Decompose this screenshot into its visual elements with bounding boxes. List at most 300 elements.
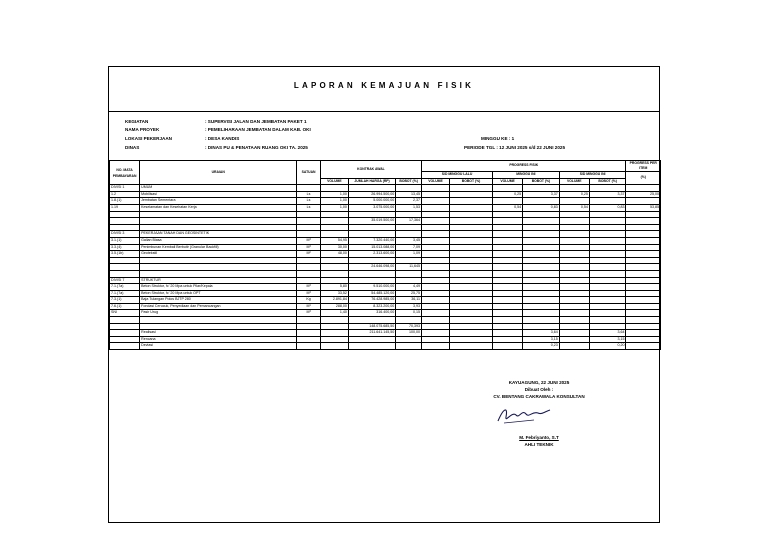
table-cell-no bbox=[110, 264, 140, 271]
table-cell-bobot bbox=[396, 317, 422, 324]
table-cell-no: DIVISI 3 bbox=[110, 231, 140, 238]
header-volume: VOLUME bbox=[422, 178, 450, 185]
table-cell-harga bbox=[348, 317, 395, 324]
table-cell-uraian: Galian Biasa bbox=[140, 237, 297, 244]
table-cell-b-lalu bbox=[449, 284, 492, 291]
table-cell-b-sd bbox=[589, 211, 626, 218]
table-cell-v-ini bbox=[493, 264, 523, 271]
table-cell-v-sd bbox=[559, 264, 589, 271]
info-label: NAMA PROYEK bbox=[125, 127, 160, 132]
table-cell-uraian bbox=[140, 323, 297, 330]
table-cell-harga: 3.075.000,00 bbox=[348, 204, 395, 211]
header-bobot: BOBOT (%) bbox=[449, 178, 492, 185]
header-jumlah-harga: JUMLAH HARGA (RP) bbox=[348, 178, 395, 185]
table-cell-b-ini bbox=[523, 218, 560, 225]
info-value: : SUPERVISI JALAN DAN JEMBATAN PAKET 1 bbox=[205, 119, 307, 124]
table-cell-v-lalu bbox=[422, 231, 450, 238]
table-cell-v-sd bbox=[559, 303, 589, 310]
table-cell-no bbox=[110, 336, 140, 343]
table-cell-no bbox=[110, 270, 140, 277]
table-cell-b-ini bbox=[523, 211, 560, 218]
table-cell-v-ini bbox=[493, 330, 523, 337]
table-cell-v-sd bbox=[559, 336, 589, 343]
table-cell-v-sd bbox=[559, 317, 589, 324]
table-cell-sat bbox=[297, 218, 321, 225]
table-cell-b-sd: 3,37 bbox=[589, 191, 626, 198]
table-row bbox=[110, 211, 661, 218]
table-cell-v-sd bbox=[559, 270, 589, 277]
info-label: LOKASI PEKERJAAN bbox=[125, 136, 172, 141]
report-title: LAPORAN KEMAJUAN FISIK bbox=[293, 81, 475, 90]
table-cell-sat: M³ bbox=[297, 310, 321, 317]
table-cell-vol bbox=[320, 257, 348, 264]
table-cell-bobot: 2,37 bbox=[396, 198, 422, 205]
table-cell-b-sd bbox=[589, 257, 626, 264]
header-volume: VOLUME bbox=[493, 178, 523, 185]
header-sd-ini: S/D MINGGU INI bbox=[559, 172, 626, 179]
table-cell-vol: 1,00 bbox=[320, 204, 348, 211]
info-value: : DESA KANDIS bbox=[205, 136, 240, 141]
header-kontrak: KONTRAK AWAL bbox=[320, 161, 421, 179]
table-cell-harga: 148.075.685,50 bbox=[348, 323, 395, 330]
table-cell-pp bbox=[626, 290, 661, 297]
table-cell-harga bbox=[348, 231, 395, 238]
table-cell-uraian: Beton Struktur, fc' 20 Mpa untuk OPT bbox=[140, 290, 297, 297]
table-cell-harga: 8.323.200,00 bbox=[348, 303, 395, 310]
table-cell-bobot: 4,49 bbox=[396, 284, 422, 291]
table-cell-pp bbox=[626, 231, 661, 238]
table-cell-uraian: Keselamatan dan Kesehatan Kerja bbox=[140, 204, 297, 211]
table-cell-vol bbox=[320, 330, 348, 337]
table-cell-b-ini bbox=[523, 310, 560, 317]
sign-position: AHLI TEKNIK bbox=[524, 442, 554, 447]
table-cell-bobot bbox=[396, 211, 422, 218]
table-row bbox=[110, 191, 661, 198]
table-cell-b-sd bbox=[589, 284, 626, 291]
table-cell-sat bbox=[297, 343, 321, 350]
table-cell-v-lalu bbox=[422, 244, 450, 251]
table-cell-b-ini bbox=[523, 317, 560, 324]
table-cell-bobot bbox=[396, 336, 422, 343]
table-cell-pp bbox=[626, 297, 661, 304]
table-cell-b-sd bbox=[589, 231, 626, 238]
table-cell-sat bbox=[297, 277, 321, 284]
table-cell-pp bbox=[626, 257, 661, 264]
table-row bbox=[110, 330, 661, 337]
table-cell-b-ini bbox=[523, 257, 560, 264]
table-cell-vol: 33,52 bbox=[320, 290, 348, 297]
table-cell-b-ini: 0,23 bbox=[523, 343, 560, 350]
table-cell-v-lalu bbox=[422, 224, 450, 231]
table-cell-v-sd bbox=[559, 310, 589, 317]
periode-tgl: PERIODE TGL : 12 JUNI 2025 s/d 22 JUNI 2025 bbox=[464, 145, 566, 150]
table-cell-v-ini bbox=[493, 218, 523, 225]
table-cell-sat bbox=[297, 211, 321, 218]
table-cell-vol: 48,00 bbox=[320, 251, 348, 258]
table-cell-b-sd bbox=[589, 270, 626, 277]
table-row bbox=[110, 251, 661, 258]
table-cell-b-lalu bbox=[449, 231, 492, 238]
table-cell-harga bbox=[348, 257, 395, 264]
table-cell-harga: 26.994.500,00 bbox=[348, 191, 395, 198]
header-uraian: URAIAN bbox=[140, 161, 297, 185]
table-cell-v-ini bbox=[493, 270, 523, 277]
table-cell-bobot: 1,09 bbox=[396, 251, 422, 258]
table-cell-vol: 54,95 bbox=[320, 237, 348, 244]
table-cell-v-lalu bbox=[422, 264, 450, 271]
table-cell-vol: 1,00 bbox=[320, 191, 348, 198]
table-cell-pp bbox=[626, 251, 661, 258]
table-cell-b-ini bbox=[523, 237, 560, 244]
table-cell-uraian bbox=[140, 270, 297, 277]
table-cell-pp bbox=[626, 317, 661, 324]
table-cell-v-lalu bbox=[422, 277, 450, 284]
table-cell-uraian: Geotekstil bbox=[140, 251, 297, 258]
table-cell-v-sd bbox=[559, 284, 589, 291]
table-cell-harga bbox=[348, 270, 395, 277]
table-cell-no bbox=[110, 323, 140, 330]
table-cell-pp bbox=[626, 198, 661, 205]
table-cell-v-sd bbox=[559, 251, 589, 258]
header-progress-fisik: PROGRESS FISIK bbox=[422, 161, 626, 172]
table-cell-vol bbox=[320, 218, 348, 225]
table-cell-bobot: 7,09 bbox=[396, 244, 422, 251]
table-cell-bobot: 70,393 bbox=[396, 323, 422, 330]
table-cell-v-lalu bbox=[422, 317, 450, 324]
table-row bbox=[110, 277, 661, 284]
table-row bbox=[110, 218, 661, 225]
table-cell-v-ini bbox=[493, 185, 523, 192]
table-cell-bobot: 1,53 bbox=[396, 204, 422, 211]
table-cell-uraian bbox=[140, 257, 297, 264]
table-cell-b-ini bbox=[523, 231, 560, 238]
table-cell-v-lalu bbox=[422, 330, 450, 337]
table-cell-uraian bbox=[140, 211, 297, 218]
table-row bbox=[110, 204, 661, 211]
table-cell-vol: 288,00 bbox=[320, 303, 348, 310]
table-row bbox=[110, 198, 661, 205]
table-cell-sat: Kg bbox=[297, 297, 321, 304]
table-cell-b-sd: 3,64 bbox=[589, 330, 626, 337]
table-cell-bobot: 25,75 bbox=[396, 290, 422, 297]
table-cell-b-lalu bbox=[449, 218, 492, 225]
table-cell-v-sd bbox=[559, 224, 589, 231]
table-row bbox=[110, 284, 661, 291]
table-cell-b-ini bbox=[523, 264, 560, 271]
table-cell-no: 7.1.(7a) bbox=[110, 284, 140, 291]
table-cell-bobot bbox=[396, 185, 422, 192]
table-cell-pp bbox=[626, 284, 661, 291]
table-cell-no bbox=[110, 211, 140, 218]
table-cell-v-lalu bbox=[422, 310, 450, 317]
table-cell-sat: M³ bbox=[297, 244, 321, 251]
table-cell-harga bbox=[348, 336, 395, 343]
table-cell-vol bbox=[320, 231, 348, 238]
header-volume: VOLUME bbox=[320, 178, 348, 185]
table-cell-no: 1.19 bbox=[110, 204, 140, 211]
table-cell-no: 3.1.(1) bbox=[110, 237, 140, 244]
table-cell-no: 3.5.(1b) bbox=[110, 251, 140, 258]
table-cell-b-lalu bbox=[449, 270, 492, 277]
table-cell-uraian: Beton Struktur, fc' 20 Mpa untuk Pilar/Kepala bbox=[140, 284, 297, 291]
table-row bbox=[110, 264, 661, 271]
table-cell-bobot: 3,45 bbox=[396, 237, 422, 244]
table-cell-b-lalu bbox=[449, 317, 492, 324]
table-cell-v-ini bbox=[493, 211, 523, 218]
table-cell-v-lalu bbox=[422, 297, 450, 304]
table-cell-uraian: UMUM bbox=[140, 185, 297, 192]
table-cell-no bbox=[110, 224, 140, 231]
table-cell-harga: 76.428.985,00 bbox=[348, 297, 395, 304]
table-cell-bobot: 17,364 bbox=[396, 218, 422, 225]
table-cell-sat bbox=[297, 317, 321, 324]
table-cell-no: 1.8.(1) bbox=[110, 198, 140, 205]
table-cell-pp bbox=[626, 303, 661, 310]
table-cell-bobot bbox=[396, 343, 422, 350]
table-cell-v-sd bbox=[559, 237, 589, 244]
table-cell-pp bbox=[626, 224, 661, 231]
table-cell-b-lalu bbox=[449, 323, 492, 330]
table-cell-b-sd: 3,15 bbox=[589, 336, 626, 343]
sign-place-date: KAYUAGUNG, 22 JUNI 2025 bbox=[508, 380, 570, 385]
info-label: DINAS bbox=[125, 145, 140, 150]
table-row bbox=[110, 185, 661, 192]
table-cell-bobot: 36,11 bbox=[396, 297, 422, 304]
table-cell-sat: Ls bbox=[297, 198, 321, 205]
table-cell-v-ini bbox=[493, 244, 523, 251]
table-row bbox=[110, 323, 661, 330]
table-cell-b-ini bbox=[523, 224, 560, 231]
table-cell-v-sd bbox=[559, 323, 589, 330]
table-cell-v-ini bbox=[493, 317, 523, 324]
table-cell-v-sd bbox=[559, 185, 589, 192]
table-cell-v-ini bbox=[493, 323, 523, 330]
table-cell-v-lalu bbox=[422, 284, 450, 291]
table-cell-vol: 5,80 bbox=[320, 284, 348, 291]
table-cell-harga: 15.013.088,00 bbox=[348, 244, 395, 251]
table-cell-v-ini bbox=[493, 251, 523, 258]
table-cell-harga: 24.646.098,00 bbox=[348, 264, 395, 271]
table-cell-harga: 211.641.145,50 bbox=[348, 330, 395, 337]
table-cell-b-sd bbox=[589, 218, 626, 225]
table-cell-uraian: Fondasi Cerucuk, Penyediaan dan Pemancangan bbox=[140, 303, 297, 310]
table-cell-harga: 2.313.600,00 bbox=[348, 251, 395, 258]
table-cell-no: DIVISI 1 bbox=[110, 185, 140, 192]
table-cell-b-sd bbox=[589, 303, 626, 310]
table-cell-pp bbox=[626, 336, 661, 343]
table-cell-b-ini bbox=[523, 251, 560, 258]
table-cell-b-lalu bbox=[449, 297, 492, 304]
table-cell-b-sd bbox=[589, 185, 626, 192]
table-cell-v-lalu bbox=[422, 270, 450, 277]
table-cell-b-sd bbox=[589, 277, 626, 284]
table-cell-vol bbox=[320, 211, 348, 218]
table-cell-uraian: Penimbunan Kembali Berbutir (Granular Backfill) bbox=[140, 244, 297, 251]
table-cell-b-lalu bbox=[449, 303, 492, 310]
table-cell-b-lalu bbox=[449, 257, 492, 264]
table-cell-pp bbox=[626, 244, 661, 251]
table-cell-b-ini bbox=[523, 270, 560, 277]
table-cell-b-sd bbox=[589, 290, 626, 297]
table-cell-no bbox=[110, 330, 140, 337]
table-cell-harga: 5.000.000,00 bbox=[348, 198, 395, 205]
table-cell-b-lalu bbox=[449, 290, 492, 297]
table-cell-v-sd bbox=[559, 290, 589, 297]
header-satuan: SATUAN bbox=[297, 161, 321, 185]
table-cell-sat: Ls bbox=[297, 204, 321, 211]
table-cell-uraian: Realisasi bbox=[140, 330, 297, 337]
table-cell-sat: M³ bbox=[297, 290, 321, 297]
table-cell-pp bbox=[626, 323, 661, 330]
table-cell-b-ini: 3,64 bbox=[523, 330, 560, 337]
table-cell-b-ini: 3,15 bbox=[523, 336, 560, 343]
table-row bbox=[110, 310, 661, 317]
table-row bbox=[110, 290, 661, 297]
table-cell-b-lalu bbox=[449, 336, 492, 343]
table-cell-uraian: Mobilisasi bbox=[140, 191, 297, 198]
table-cell-v-lalu bbox=[422, 218, 450, 225]
table-cell-v-sd bbox=[559, 218, 589, 225]
info-value: : DINAS PU & PENATAAN RUANG OKI TA. 2025 bbox=[205, 145, 308, 150]
table-cell-harga: 316.400,00 bbox=[348, 310, 395, 317]
table-cell-sat: M² bbox=[297, 251, 321, 258]
table-cell-b-lalu bbox=[449, 198, 492, 205]
table-cell-b-sd bbox=[589, 264, 626, 271]
header-bobot: BOBOT (%) bbox=[589, 178, 626, 185]
table-cell-v-ini bbox=[493, 297, 523, 304]
table-cell-b-lalu bbox=[449, 310, 492, 317]
table-cell-no: 7.6.(1) bbox=[110, 303, 140, 310]
table-body bbox=[110, 185, 661, 350]
table-cell-v-ini bbox=[493, 290, 523, 297]
table-cell-b-sd bbox=[589, 251, 626, 258]
table-cell-v-lalu bbox=[422, 290, 450, 297]
table-cell-v-lalu bbox=[422, 251, 450, 258]
table-cell-b-lalu bbox=[449, 224, 492, 231]
table-cell-v-sd bbox=[559, 330, 589, 337]
table-cell-sat: M³ bbox=[297, 237, 321, 244]
table-cell-pp bbox=[626, 264, 661, 271]
table-cell-b-lalu bbox=[449, 330, 492, 337]
table-cell-harga: 35.019.500,00 bbox=[348, 218, 395, 225]
table-cell-sat bbox=[297, 231, 321, 238]
table-row bbox=[110, 303, 661, 310]
table-cell-vol: 2.891,84 bbox=[320, 297, 348, 304]
header-volume: VOLUME bbox=[559, 178, 589, 185]
table-cell-b-lalu bbox=[449, 251, 492, 258]
table-cell-v-lalu bbox=[422, 257, 450, 264]
table-cell-sat bbox=[297, 330, 321, 337]
table-cell-sat bbox=[297, 270, 321, 277]
table-cell-v-lalu bbox=[422, 303, 450, 310]
table-cell-bobot: 13,45 bbox=[396, 191, 422, 198]
table-cell-no bbox=[110, 218, 140, 225]
table-cell-bobot: 3,93 bbox=[396, 303, 422, 310]
table-cell-sat bbox=[297, 264, 321, 271]
table-cell-v-ini bbox=[493, 310, 523, 317]
table-cell-v-lalu bbox=[422, 237, 450, 244]
table-row bbox=[110, 336, 661, 343]
table-cell-pp bbox=[626, 330, 661, 337]
table-row bbox=[110, 270, 661, 277]
table-cell-no: 1.2 bbox=[110, 191, 140, 198]
table-cell-harga: 54.485.120,00 bbox=[348, 290, 395, 297]
table-row bbox=[110, 244, 661, 251]
table-cell-uraian: Rencana bbox=[140, 336, 297, 343]
table-cell-harga bbox=[348, 343, 395, 350]
title-band bbox=[109, 67, 659, 112]
table-cell-v-sd: 0,54 bbox=[559, 204, 589, 211]
table-cell-b-ini bbox=[523, 290, 560, 297]
table-cell-b-sd bbox=[589, 244, 626, 251]
table-cell-bobot bbox=[396, 231, 422, 238]
table-cell-v-sd: 0,25 bbox=[559, 191, 589, 198]
table-cell-v-sd bbox=[559, 277, 589, 284]
table-cell-b-ini bbox=[523, 303, 560, 310]
table-cell-no bbox=[110, 343, 140, 350]
table-cell-b-lalu bbox=[449, 191, 492, 198]
table-cell-b-sd: 0,83 bbox=[589, 204, 626, 211]
table-cell-b-ini bbox=[523, 198, 560, 205]
table-cell-vol: 1,40 bbox=[320, 310, 348, 317]
table-cell-v-lalu bbox=[422, 185, 450, 192]
table-cell-v-sd bbox=[559, 343, 589, 350]
table-cell-v-ini bbox=[493, 198, 523, 205]
table-cell-b-ini: 0,83 bbox=[523, 204, 560, 211]
table-cell-b-sd bbox=[589, 224, 626, 231]
table-cell-v-ini: 0,25 bbox=[493, 191, 523, 198]
table-cell-v-ini bbox=[493, 303, 523, 310]
table-cell-no: 3.3.(4) bbox=[110, 244, 140, 251]
table-cell-harga: 7.320.440,00 bbox=[348, 237, 395, 244]
table-cell-b-ini bbox=[523, 297, 560, 304]
table-cell-b-sd: 0,20 bbox=[589, 343, 626, 350]
table-cell-b-ini bbox=[523, 277, 560, 284]
header-bobot: BOBOT (%) bbox=[396, 178, 422, 185]
table-cell-b-lalu bbox=[449, 237, 492, 244]
table-cell-v-sd bbox=[559, 297, 589, 304]
table-cell-b-lalu bbox=[449, 185, 492, 192]
table-cell-pp bbox=[626, 211, 661, 218]
table-cell-sat: Ls bbox=[297, 191, 321, 198]
table-cell-bobot: 0,15 bbox=[396, 310, 422, 317]
table-cell-harga bbox=[348, 185, 395, 192]
table-cell-vol: 30,00 bbox=[320, 244, 348, 251]
signature-block bbox=[439, 379, 639, 448]
table-cell-b-sd bbox=[589, 323, 626, 330]
table-cell-harga bbox=[348, 224, 395, 231]
table-cell-no: SNI bbox=[110, 310, 140, 317]
table-cell-pp bbox=[626, 185, 661, 192]
table-row bbox=[110, 257, 661, 264]
table-cell-vol bbox=[320, 264, 348, 271]
table-cell-b-ini bbox=[523, 244, 560, 251]
minggu-ke: MINGGU KE : 1 bbox=[481, 136, 515, 141]
table-cell-v-lalu bbox=[422, 211, 450, 218]
table-cell-b-ini: 3,37 bbox=[523, 191, 560, 198]
table-cell-vol: 1,00 bbox=[320, 198, 348, 205]
table-cell-pp bbox=[626, 237, 661, 244]
table-cell-v-lalu bbox=[422, 198, 450, 205]
table-cell-vol bbox=[320, 343, 348, 350]
table-cell-sat bbox=[297, 336, 321, 343]
table-cell-v-ini bbox=[493, 257, 523, 264]
table-cell-b-sd bbox=[589, 297, 626, 304]
table-cell-v-lalu bbox=[422, 323, 450, 330]
header-progress-item-text: PROGRESS PER ITEM bbox=[629, 161, 657, 170]
table-cell-pp: 53,85 bbox=[626, 204, 661, 211]
table-cell-v-lalu bbox=[422, 343, 450, 350]
